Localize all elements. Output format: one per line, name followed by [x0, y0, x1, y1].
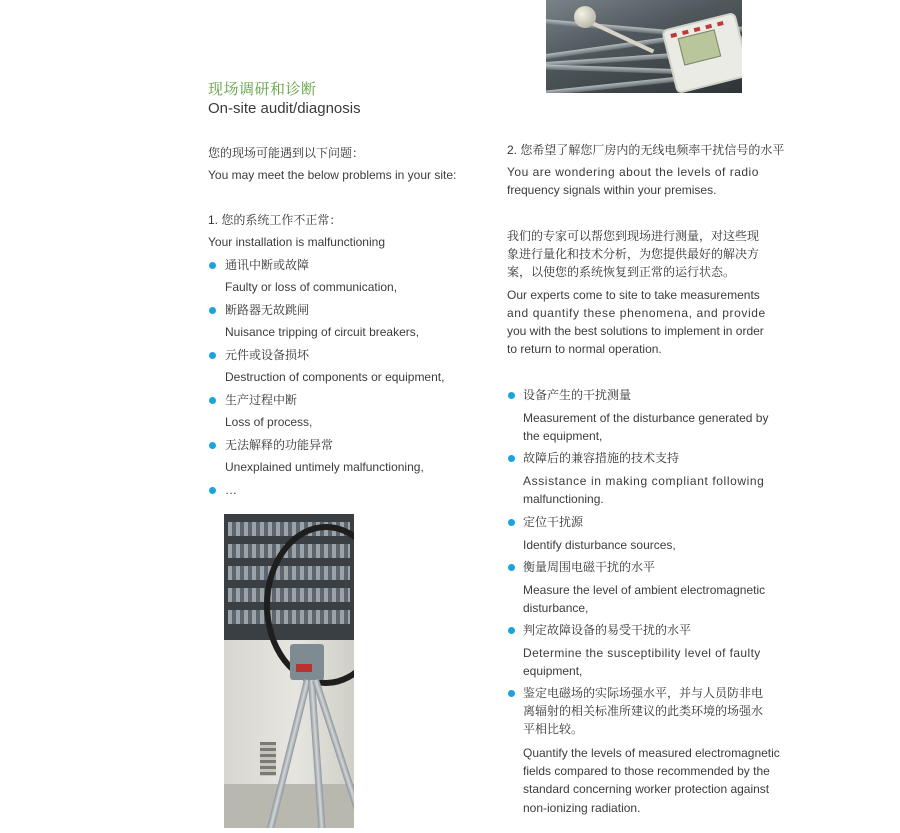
photo-measurement-device: [546, 0, 742, 93]
left-bullet-cn: 生产过程中断: [225, 393, 298, 407]
right-bullet-cn: 故障后的兼容措施的技术支持: [523, 451, 680, 465]
last-bullet-en-3: standard concerning worker protection against: [523, 782, 770, 796]
last-bullet-en-1: Quantify the levels of measured electromagnetic: [523, 746, 780, 760]
last-bullet-cn-2: 离辐射的相关标准所建议的此类环境的场强水: [523, 704, 764, 718]
last-bullet-en-4: non-ionizing radiation.: [523, 801, 641, 815]
bullet-dot-icon: [209, 397, 216, 404]
right-bullet-cn: 定位干扰源: [523, 515, 584, 529]
section-title-en: On-site audit/diagnosis: [208, 100, 361, 117]
bullet-dot-icon: [508, 392, 515, 399]
left-bullet-cn: 断路器无故跳闸: [225, 303, 310, 317]
experts-text-cn-1: 我们的专家可以帮您到现场进行测量，对这些现: [507, 229, 760, 243]
right-bullet-en-1: Determine the susceptibility level of faulty: [523, 646, 761, 660]
right-bullet-en-1: Identify disturbance sources,: [523, 538, 676, 552]
bullet-dot-icon: [508, 627, 515, 634]
bullet-dot-icon: [508, 690, 515, 697]
bullet-dot-icon: [209, 442, 216, 449]
left-bullet-en: Destruction of components or equipment,: [225, 370, 445, 384]
last-bullet-en-2: fields compared to those recommended by the: [523, 764, 770, 778]
item2-heading-cn: 2. 您希望了解您厂房内的无线电频率干扰信号的水平: [507, 143, 785, 157]
item1-heading-en: Your installation is malfunctioning: [208, 235, 385, 249]
experts-text-cn-3: 案，以使您的系统恢复到正常的运行状态。: [507, 265, 736, 279]
bullet-dot-icon: [209, 487, 216, 494]
bullet-dot-icon: [508, 519, 515, 526]
bullet-dot-icon: [209, 352, 216, 359]
bullet-dot-icon: [209, 262, 216, 269]
right-bullet-en-2: the equipment,: [523, 429, 603, 443]
experts-text-en-3: you with the best solutions to implement in order: [507, 324, 764, 338]
section-title-cn: 现场调研和诊断: [208, 81, 317, 98]
right-bullet-en-2: malfunctioning.: [523, 492, 604, 506]
right-bullet-cn: 设备产生的干扰测量: [523, 388, 632, 402]
right-bullet-cn: 判定故障设备的易受干扰的水平: [523, 623, 692, 637]
left-bullet-cn: 元件或设备损坏: [225, 348, 310, 362]
right-bullet-en-1: Measure the level of ambient electromagnetic: [523, 583, 766, 597]
item2-text-en-1: You are wondering about the levels of radio: [507, 165, 759, 179]
left-bullet-cn: 通讯中断或故障: [225, 258, 310, 272]
last-bullet-cn-3: 平相比较。: [523, 722, 584, 736]
item2-text-en-2: frequency signals within your premises.: [507, 183, 717, 197]
left-bullet-en: Unexplained untimely malfunctioning,: [225, 460, 424, 474]
last-bullet-cn-1: 鉴定电磁场的实际场强水平，并与人员防非电: [523, 686, 764, 700]
right-bullet-cn: 衡量周围电磁干扰的水平: [523, 560, 656, 574]
experts-text-en-1: Our experts come to site to take measurements: [507, 288, 760, 302]
bullet-dot-icon: [508, 564, 515, 571]
item1-heading-cn: 1. 您的系统工作不正常：: [208, 213, 342, 227]
right-bullet-en-1: Measurement of the disturbance generated by: [523, 411, 769, 425]
right-bullet-en-2: disturbance,: [523, 601, 589, 615]
experts-text-en-2: and quantify these phenomena, and provide: [507, 306, 766, 320]
bullet-dot-icon: [209, 307, 216, 314]
left-bullet-cn: 无法解释的功能异常: [225, 438, 334, 452]
experts-text-cn-2: 象进行量化和技术分析，为您提供最好的解决方: [507, 247, 760, 261]
intro-text-cn: 您的现场可能遇到以下问题：: [208, 146, 365, 160]
bullet-dot-icon: [508, 455, 515, 462]
left-bullet-en: Nuisance tripping of circuit breakers,: [225, 325, 420, 339]
left-bullet-en: Loss of process,: [225, 415, 313, 429]
intro-text-en: You may meet the below problems in your site:: [208, 168, 457, 182]
experts-text-en-4: to return to normal operation.: [507, 342, 662, 356]
photo-antenna-tripod: [224, 514, 354, 828]
left-bullet-ellipsis: …: [225, 483, 237, 497]
right-bullet-en-1: Assistance in making compliant following: [523, 474, 765, 488]
left-bullet-en: Faulty or loss of communication,: [225, 280, 398, 294]
right-bullet-en-2: equipment,: [523, 664, 583, 678]
